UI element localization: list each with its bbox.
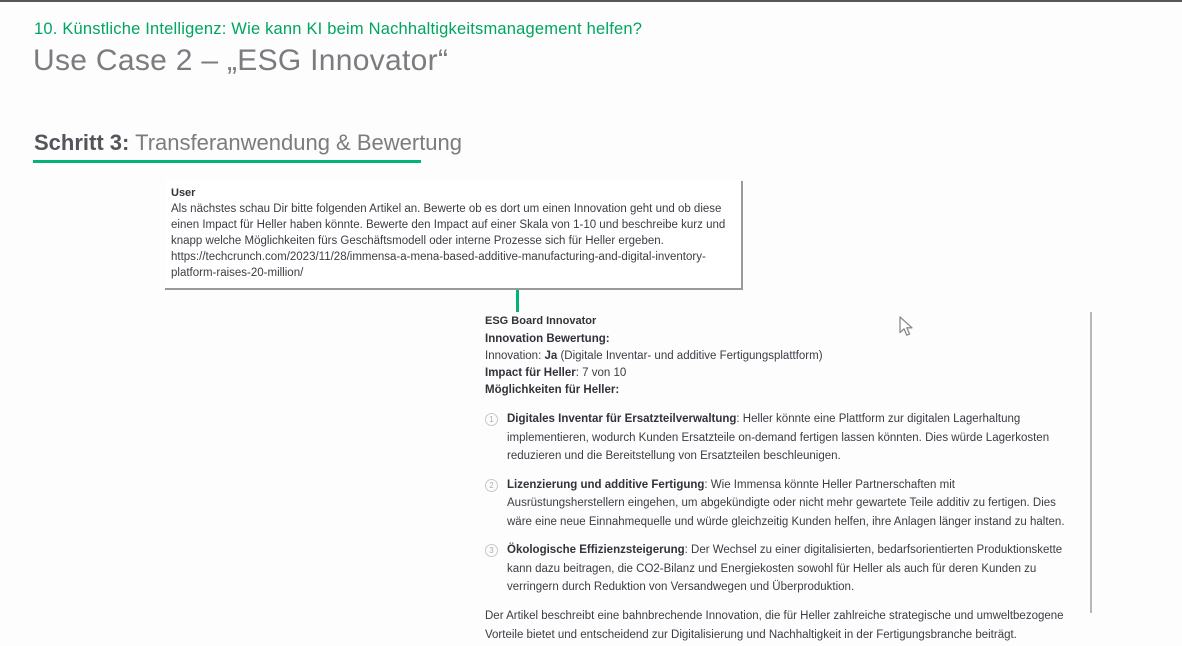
possibilities-heading: Möglichkeiten für Heller: xyxy=(485,384,620,396)
assistant-section-heading: Innovation Bewertung: xyxy=(485,333,610,345)
list-item xyxy=(485,476,1077,532)
assistant-closing-paragraph: Der Artikel beschreibt eine bahnbrechende Innovation, die für Heller zahlreiche strategische und umweltbezogene Vorteile bietet und entscheidend zur Digitalisierung und Nachhaltigkeit in der Fertigungsbranche beiträgt. xyxy=(485,609,1064,641)
innovation-line: Innovation: Ja (Digitale Inventar- und additive Fertigungsplattform) xyxy=(485,350,823,362)
step-underline xyxy=(33,160,421,163)
user-author-label: User xyxy=(171,187,196,199)
user-message-card xyxy=(165,181,743,290)
chat-connector-line xyxy=(516,290,519,312)
list-item-number: 3 xyxy=(485,544,498,557)
right-divider-line xyxy=(1090,312,1092,613)
slide-title: Use Case 2 – „ESG Innovator“ xyxy=(33,44,449,77)
possibilities-list xyxy=(485,410,1077,597)
step-title: Transferanwendung & Bewertung xyxy=(129,130,463,155)
list-item-text: Lizenzierung und additive Fertigung: Wie Immensa könnte Heller Partnerschaften mit Ausrüstungsherstellern eingehen, um abgekündigte oder nicht mehr gewartete Teile additiv zu fertigen. Dies wäre eine neue Einnahmequelle und würde gleichzeitig Kunden helfen, ihre Anlagen länger instand zu halten. xyxy=(507,478,1065,528)
list-item-number: 1 xyxy=(485,413,498,426)
list-item-text: Digitales Inventar für Ersatzteilverwaltung: Heller könnte eine Plattform zur digitalen Lagerhaltung implementieren, wodurch Kunden Ersatzteile on-demand fertigen lassen könnten. Dies würde Lagerkosten reduzieren und die Bereitstellung von Ersatzteilen beschleunigen. xyxy=(507,413,1050,462)
mouse-cursor-icon xyxy=(899,316,915,338)
assistant-message xyxy=(485,314,1077,646)
slide-kicker: 10. Künstliche Intelligenz: Wie kann KI beim Nachhaltigkeitsmanagement helfen? xyxy=(34,20,643,38)
user-message-text: Als nächstes schau Dir bitte folgenden Artikel an. Bewerte ob es dort um einen Innovation geht und ob diese einen Impact für Heller haben könnte. Bewerte den Impact auf einer Skala von 1-10 und beschreibe kurz und knapp welche Möglichkeiten fürs Geschäftsmodell oder interne Prozesse sich für Heller ergeben. xyxy=(171,203,726,247)
user-message-url: https://techcrunch.com/2023/11/28/immensa-a-mena-based-additive-manufacturing-and-digital-inventory-platform-raises-20-million/ xyxy=(171,251,706,279)
list-item xyxy=(485,410,1077,466)
step-label: Schritt 3: xyxy=(34,130,130,155)
assistant-author-label: ESG Board Innovator xyxy=(485,315,597,327)
screen-top-edge xyxy=(0,0,1182,2)
list-item xyxy=(485,541,1077,597)
list-item-number: 2 xyxy=(485,479,498,492)
impact-line: Impact für Heller: 7 von 10 xyxy=(485,367,627,379)
step-heading xyxy=(34,130,462,156)
list-item-text: Ökologische Effizienzsteigerung: Der Wechsel zu einer digitalisierten, bedarfsorientierten Produktionskette kann dazu beitragen, die CO2-Bilanz und Energiekosten sowohl für Heller als auch für deren Kunden zu verringern durch Reduktion von Versandwegen und Überproduktion. xyxy=(507,544,1063,593)
